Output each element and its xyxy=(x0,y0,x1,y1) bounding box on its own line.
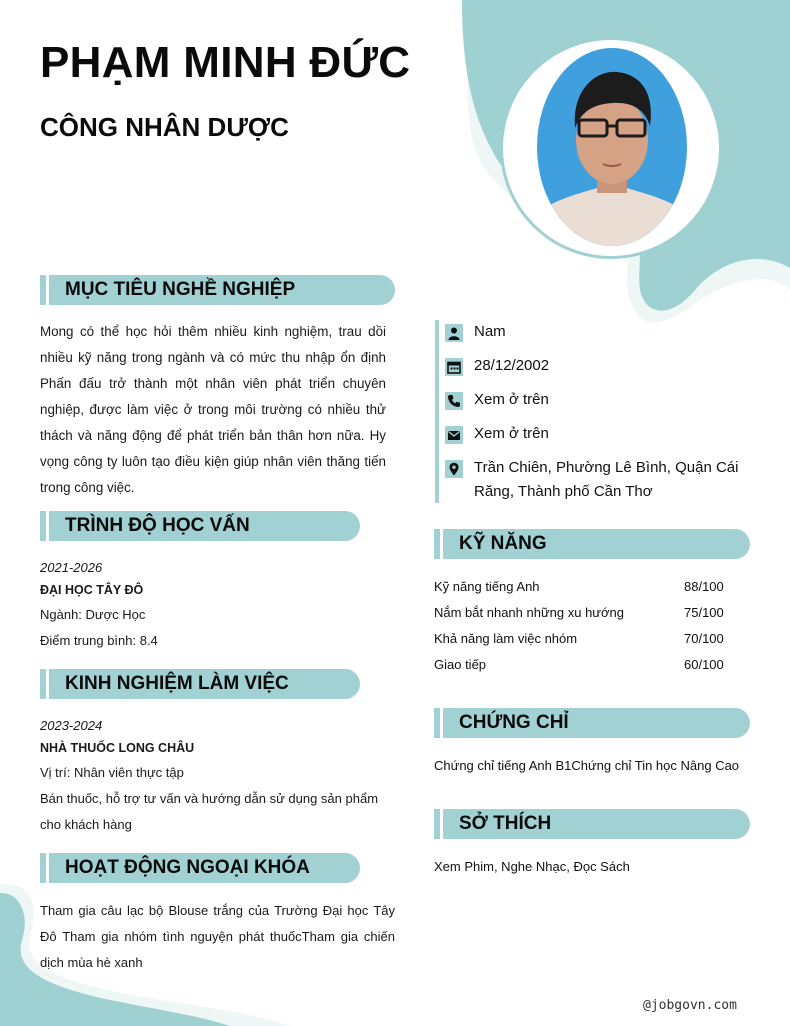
experience-description: Bán thuốc, hỗ trợ tư vấn và hướng dẫn sử dụng sản phẩm cho khách hàng xyxy=(40,791,379,832)
skill-score: 88/100 xyxy=(684,579,724,594)
job-title: CÔNG NHÂN DƯỢC xyxy=(40,112,289,142)
education-school: ĐẠI HỌC TÂY ĐÔ xyxy=(40,583,144,597)
avatar xyxy=(537,48,687,246)
contact-gender: Nam xyxy=(474,323,506,340)
skill-score: 70/100 xyxy=(684,631,724,646)
avatar-photo xyxy=(537,48,687,246)
certificates-heading: CHỨNG CHỈ xyxy=(434,708,750,738)
education-heading: TRÌNH ĐỘ HỌC VẤN xyxy=(40,511,360,541)
skill-name: Khả năng làm việc nhóm xyxy=(434,631,578,646)
skill-score: 75/100 xyxy=(684,605,724,620)
calendar-icon xyxy=(445,358,463,376)
contact-birthday: 28/12/2002 xyxy=(474,357,550,374)
experience-company: NHÀ THUỐC LONG CHÂU xyxy=(40,741,195,755)
contact-accent-bar xyxy=(435,320,439,503)
candidate-name: PHẠM MINH ĐỨC xyxy=(40,38,411,87)
person-icon xyxy=(445,324,463,342)
location-icon xyxy=(445,460,463,478)
contact-phone: Xem ở trên xyxy=(474,391,549,408)
objective-text: Mong có thể học hỏi thêm nhiều kinh nghiệm, trau dồi nhiều kỹ năng trong ngành và có mức thu nhập ổn định Phấn đấu trở thành một nhân viên phát triển chuyên nghiệp, được làm việc ở trong môi trường có nhiều thử thách và năng động để phát triển bản thân hơn nữa. Hy vọng công ty luôn tạo điều kiện giúp nhân viên thăng tiến trong công việc. xyxy=(40,324,386,495)
experience-heading: KINH NGHIỆM LÀM VIỆC xyxy=(40,669,360,699)
skills-heading: KỸ NĂNG xyxy=(434,529,750,559)
skill-name: Kỹ năng tiếng Anh xyxy=(434,579,540,594)
footer-credit: @jobgovn.com xyxy=(643,998,737,1013)
experience-position: Vị trí: Nhân viên thực tập xyxy=(40,765,184,780)
experience-period: 2023-2024 xyxy=(40,718,103,733)
contact-email: Xem ở trên xyxy=(474,425,549,442)
contact-address: Trần Chiên, Phường Lê Bình, Quận Cái Răng, Thành phố Cần Thơ xyxy=(474,459,739,500)
certificates-text: Chứng chỉ tiếng Anh B1Chứng chỉ Tin học Nâng Cao xyxy=(434,758,740,773)
skill-score: 60/100 xyxy=(684,657,724,672)
phone-icon xyxy=(445,392,463,410)
hobbies-text: Xem Phim, Nghe Nhạc, Đọc Sách xyxy=(434,859,630,874)
activities-heading: HOẠT ĐỘNG NGOẠI KHÓA xyxy=(40,853,360,883)
activities-text: Tham gia câu lạc bộ Blouse trắng của Trường Đại học Tây Đô Tham gia nhóm tình nguyện phát thuốcTham gia chiến dịch mùa hè xanh xyxy=(40,903,395,970)
objective-heading: MỤC TIÊU NGHỀ NGHIỆP xyxy=(40,275,395,305)
skill-name: Nắm bắt nhanh những xu hướng xyxy=(434,605,624,620)
hobbies-heading: SỞ THÍCH xyxy=(434,809,750,839)
education-period: 2021-2026 xyxy=(40,560,103,575)
skill-name: Giao tiếp xyxy=(434,657,487,672)
education-gpa: Điểm trung bình: 8.4 xyxy=(40,633,158,648)
education-major: Ngành: Dược Học xyxy=(40,607,146,622)
email-icon xyxy=(445,426,463,444)
